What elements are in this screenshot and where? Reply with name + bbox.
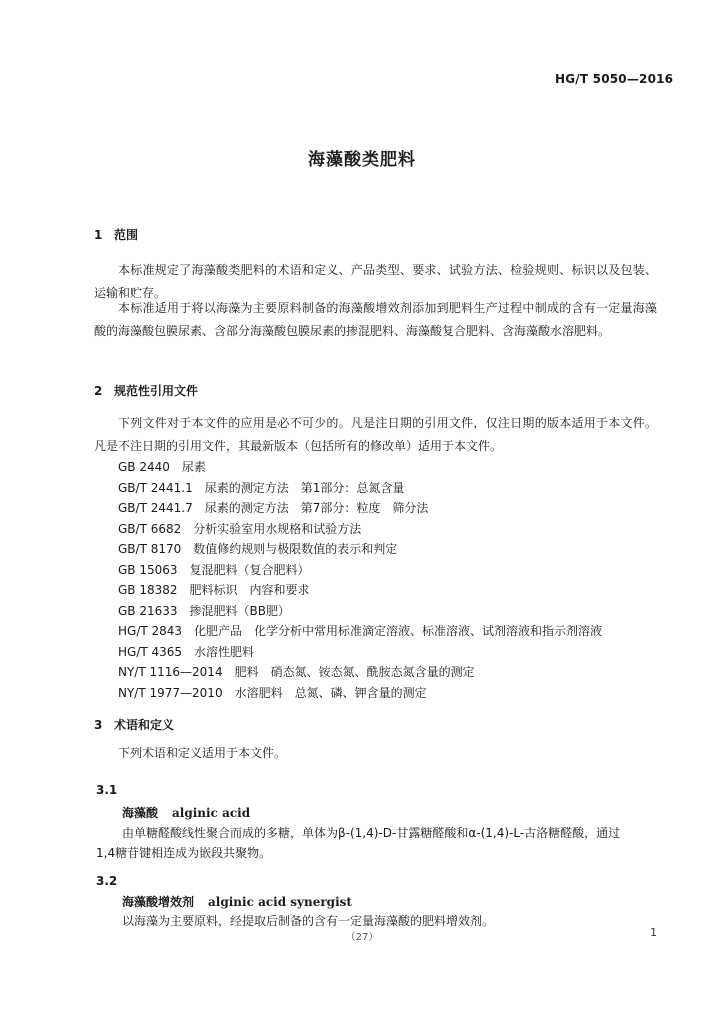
reference-item: GB/T 8170 数值修约规则与极限数值的表示和判定 <box>118 542 398 556</box>
terms-intro: 下列术语和定义适用于本文件。 <box>118 746 287 760</box>
reference-item: NY/T 1977—2010 水溶肥料 总氮、磷、钾含量的测定 <box>118 686 427 700</box>
reference-item: HG/T 4365 水溶性肥料 <box>118 645 255 659</box>
term-definition-continued: 1,4糖苷键相连成为嵌段共聚物。 <box>96 846 272 860</box>
section-2-heading <box>94 382 198 399</box>
term-english: alginic acid synergist <box>208 895 352 909</box>
reference-item: GB 18382 肥料标识 内容和要求 <box>118 583 310 597</box>
term-english: alginic acid <box>172 806 251 820</box>
reference-item: GB 21633 掺混肥料（BB肥） <box>118 604 290 618</box>
reference-item: NY/T 1116—2014 肥料 硝态氮、铵态氮、酰胺态氮含量的测定 <box>118 665 475 679</box>
footer-code: （27） <box>345 932 379 943</box>
section-title: 范围 <box>114 228 139 242</box>
reference-item: GB 15063 复混肥料（复合肥料） <box>118 563 310 577</box>
refs-intro: 下列文件对于本文件的应用是必不可少的。凡是注日期的引用文件，仅注日期的版本适用于本文件。凡是不注日期的引用文件，其最新版本（包括所有的修改单）适用于本文件。 <box>94 416 657 453</box>
section-title: 术语和定义 <box>114 718 175 732</box>
section-3-heading <box>94 716 174 733</box>
term-number: 3.2 <box>96 874 118 888</box>
reference-item: HG/T 2843 化肥产品 化学分析中常用标准滴定溶液、标准溶液、试剂溶液和指示剂溶液 <box>118 624 603 638</box>
term-entry <box>122 893 352 910</box>
section-number: 1 <box>94 228 103 242</box>
term-number: 3.1 <box>96 783 118 797</box>
reference-item: GB/T 2441.1 尿素的测定方法 第1部分：总氮含量 <box>118 481 405 495</box>
term-definition: 由单糖醛酸线性聚合而成的多糖，单体为β-(1,4)-D-甘露糖醛酸和α-(1,4)-L-古洛糖醛酸，通过 <box>122 826 621 840</box>
reference-item: GB/T 6682 分析实验室用水规格和试验方法 <box>118 522 362 536</box>
section-number: 2 <box>94 384 103 398</box>
section-title: 规范性引用文件 <box>114 384 199 398</box>
term-chinese: 海藻酸增效剂 <box>122 895 195 909</box>
page-number: 1 <box>650 926 657 939</box>
document-title: 海藻酸类肥料 <box>308 150 416 170</box>
scope-paragraph-2: 本标准适用于将以海藻为主要原料制备的海藻酸增效剂添加到肥料生产过程中制成的含有一定量海藻酸的海藻酸包膜尿素、含部分海藻酸包膜尿素的掺混肥料、海藻酸复合肥料、含海藻酸水溶肥料。 <box>94 301 657 338</box>
term-definition: 以海藻为主要原料，经提取后制备的含有一定量海藻酸的肥料增效剂。 <box>122 914 495 928</box>
term-entry <box>122 804 250 821</box>
reference-item: GB/T 2441.7 尿素的测定方法 第7部分：粒度 筛分法 <box>118 501 429 515</box>
section-number: 3 <box>94 718 103 732</box>
scope-paragraph-1: 本标准规定了海藻酸类肥料的术语和定义、产品类型、要求、试验方法、检验规则、标识以及包装、运输和贮存。 <box>94 263 657 300</box>
standard-code: HG/T 5050—2016 <box>555 72 674 86</box>
reference-item: GB 2440 尿素 <box>118 460 206 474</box>
section-1-heading <box>94 226 138 243</box>
term-chinese: 海藻酸 <box>122 806 159 820</box>
